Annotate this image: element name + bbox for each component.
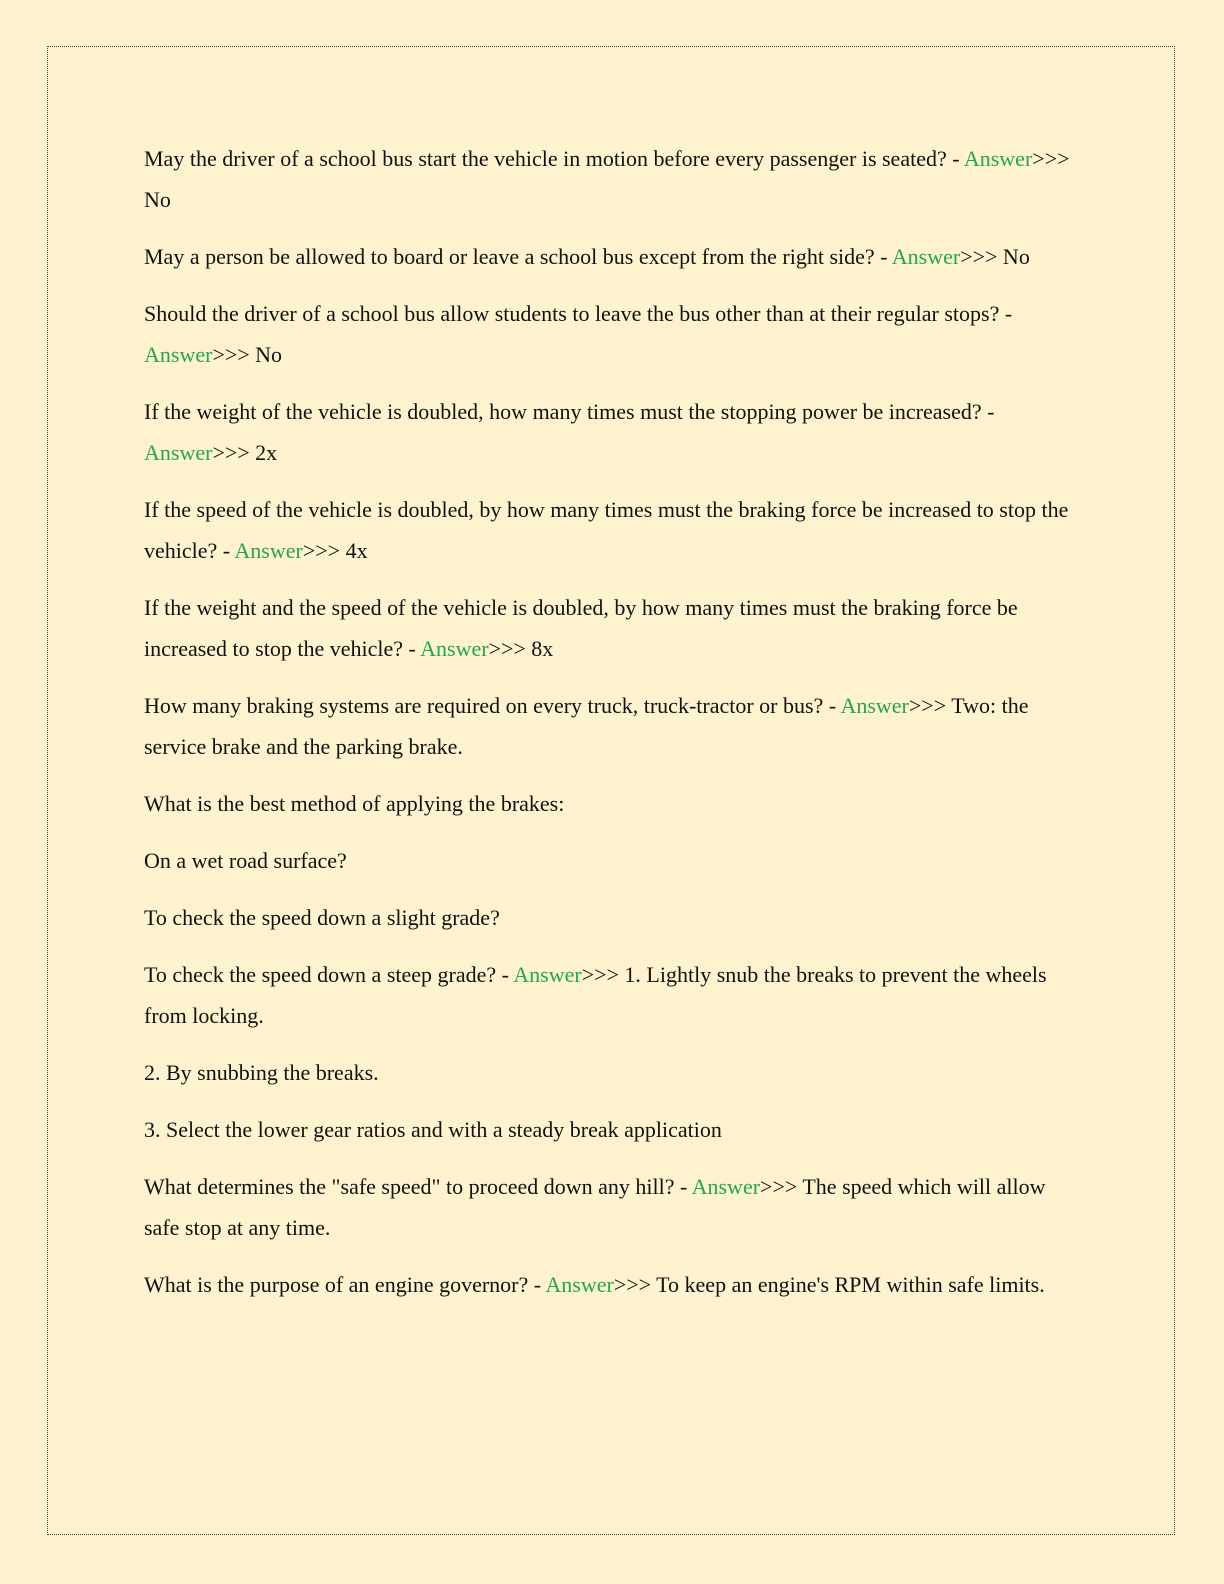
answer-label: Answer (891, 244, 961, 269)
qa-paragraph-10 (144, 897, 1084, 938)
question-text: If the weight of the vehicle is doubled, how many times must the stopping power be increased? - (144, 399, 995, 424)
answer-label: Answer (513, 962, 582, 987)
question-text: To check the speed down a steep grade? - (144, 962, 514, 987)
qa-paragraph-7 (144, 685, 1084, 767)
question-text: 2. By snubbing the breaks. (144, 1060, 379, 1085)
answer-label: Answer (234, 538, 303, 563)
qa-paragraph-12 (144, 1052, 1084, 1093)
answer-text: >>> Two: the service brake and the parking brake. (144, 693, 1029, 759)
answer-text: >>> 8x (488, 636, 554, 661)
question-text: What is the purpose of an engine governor? - (144, 1272, 546, 1297)
answer-text: >>> No (960, 244, 1030, 269)
qa-paragraph-6 (144, 587, 1084, 669)
qa-paragraph-5 (144, 489, 1084, 571)
answer-label: Answer (963, 146, 1033, 171)
answer-label: Answer (144, 440, 213, 465)
question-text: What is the best method of applying the brakes: (144, 791, 565, 816)
answer-label: Answer (420, 636, 489, 661)
question-text: How many braking systems are required on every truck, truck-tractor or bus? - (144, 693, 841, 718)
answer-text: >>> 4x (302, 538, 368, 563)
document-body (144, 138, 1084, 1321)
answer-text: >>> No (144, 146, 1070, 212)
qa-paragraph-4 (144, 391, 1084, 473)
question-text: What determines the "safe speed" to proceed down any hill? - (144, 1174, 692, 1199)
answer-text: >>> To keep an engine's RPM within safe limits. (613, 1272, 1045, 1297)
answer-text: >>> 1. Lightly snub the breaks to prevent the wheels from locking. (144, 962, 1047, 1028)
qa-paragraph-3 (144, 293, 1084, 375)
question-text: If the speed of the vehicle is doubled, by how many times must the braking force be increased to stop the vehicle? - (144, 497, 1069, 563)
question-text: If the weight and the speed of the vehicle is doubled, by how many times must the braking force be increased to stop the vehicle? - (144, 595, 1018, 661)
qa-paragraph-15 (144, 1264, 1084, 1305)
question-text: 3. Select the lower gear ratios and with a steady break application (144, 1117, 722, 1142)
answer-label: Answer (691, 1174, 761, 1199)
answer-text: >>> No (212, 342, 283, 367)
qa-paragraph-13 (144, 1109, 1084, 1150)
answer-label: Answer (545, 1272, 614, 1297)
qa-paragraph-8 (144, 783, 1084, 824)
question-text: May the driver of a school bus start the vehicle in motion before every passenger is seated? - (144, 146, 964, 171)
qa-paragraph-14 (144, 1166, 1084, 1248)
qa-paragraph-2 (144, 236, 1084, 277)
answer-text: >>> 2x (212, 440, 278, 465)
question-text: May a person be allowed to board or leave a school bus except from the right side? - (144, 244, 892, 269)
answer-text: >>> The speed which will allow safe stop at any time. (144, 1174, 1046, 1240)
answer-label: Answer (144, 342, 213, 367)
question-text: Should the driver of a school bus allow students to leave the bus other than at their regular stops? - (144, 301, 1013, 326)
qa-paragraph-9 (144, 840, 1084, 881)
question-text: On a wet road surface? (144, 848, 347, 873)
qa-paragraph-11 (144, 954, 1084, 1036)
qa-paragraph-1 (144, 138, 1084, 220)
question-text: To check the speed down a slight grade? (144, 905, 500, 930)
answer-label: Answer (840, 693, 909, 718)
